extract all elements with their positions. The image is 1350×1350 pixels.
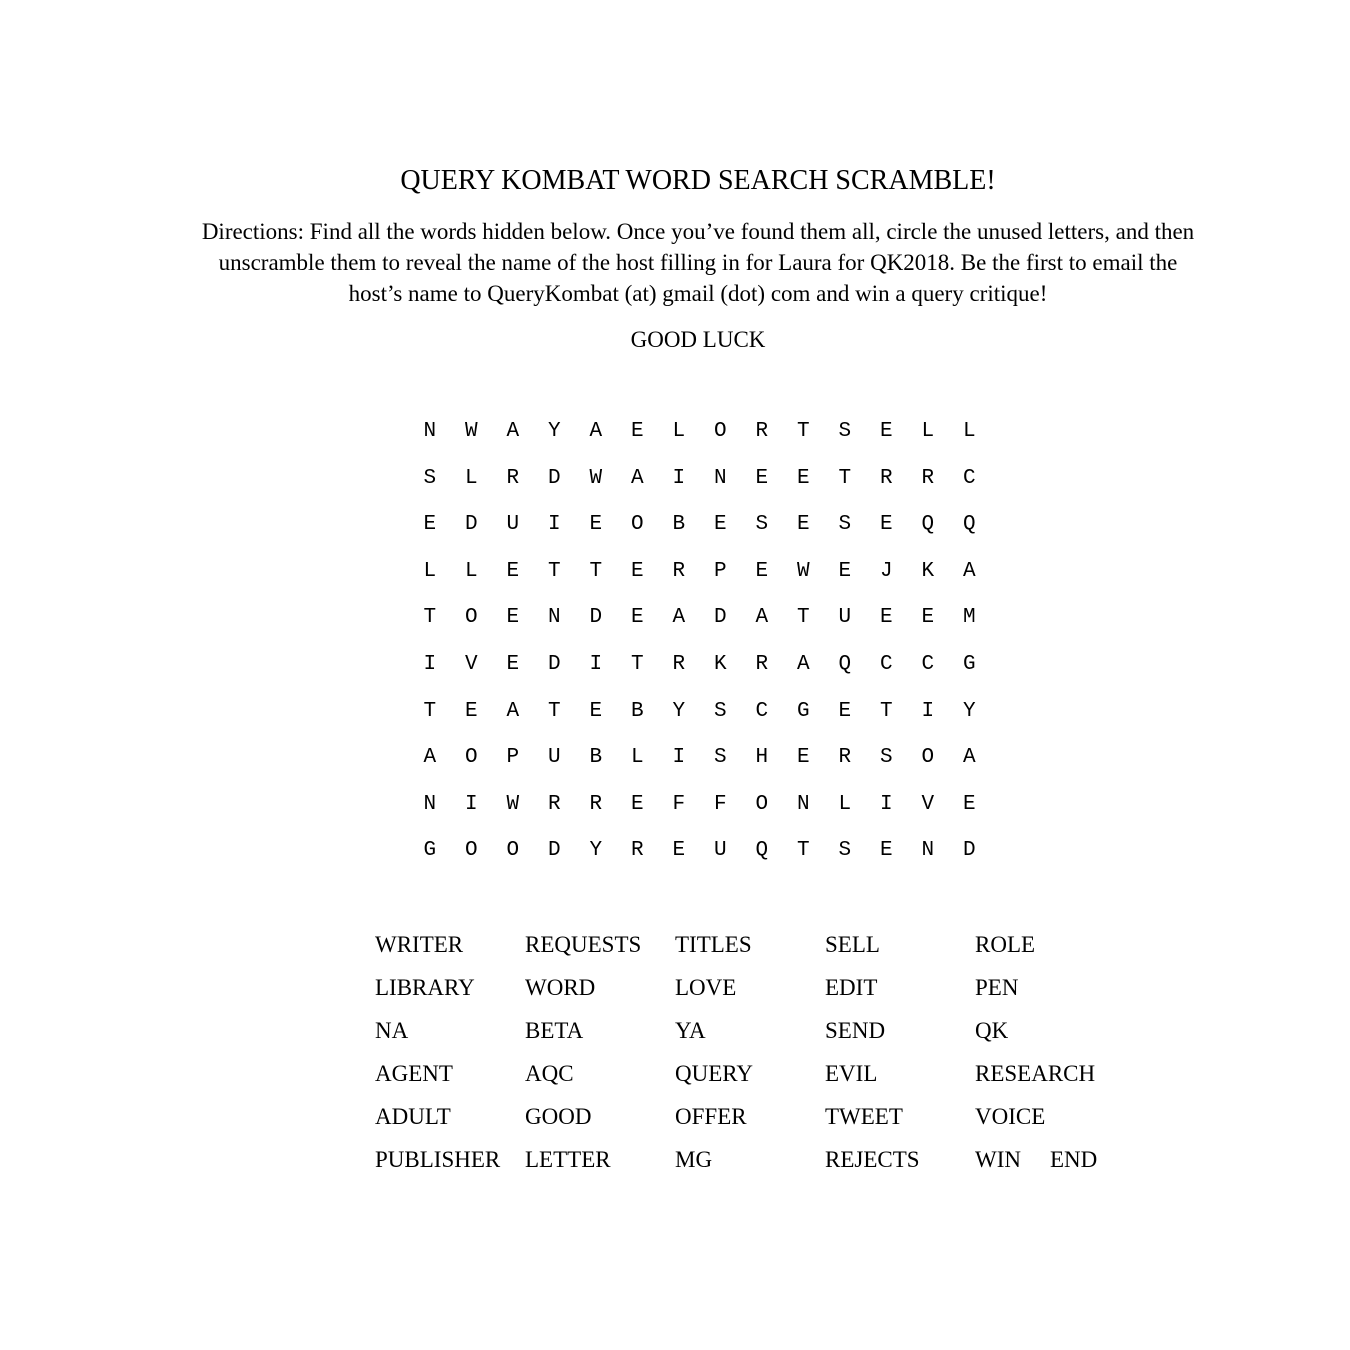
grid-letter[interactable]: I: [464, 792, 478, 816]
grid-letter[interactable]: L: [423, 559, 437, 583]
word-item: GOOD: [525, 1104, 592, 1129]
grid-letter[interactable]: U: [713, 839, 727, 863]
grid-letter[interactable]: N: [796, 792, 810, 816]
word-item: SEND: [825, 1018, 886, 1043]
grid-letter[interactable]: W: [464, 420, 478, 443]
grid-letter[interactable]: E: [796, 746, 810, 770]
directions-text: Directions: Find all the words hidden below. Once you’ve found them all, circle the unused letters, and then unscramble them to reveal the name of the host filling in for Laura for QK2018. Be the first to email the host’s name to QueryKombat (at) gmail (dot) com and win a query critique!: [201, 219, 1195, 306]
grid-letter[interactable]: Y: [672, 699, 686, 723]
grid-letter[interactable]: D: [547, 839, 561, 863]
grid-letter[interactable]: T: [547, 559, 561, 583]
grid-letter[interactable]: U: [547, 746, 561, 770]
word-item: YA: [675, 1018, 706, 1043]
grid-letter[interactable]: E: [464, 699, 478, 723]
grid-letter[interactable]: D: [464, 513, 478, 537]
grid-letter[interactable]: Q: [755, 839, 769, 863]
grid-letter[interactable]: E: [879, 513, 893, 537]
grid-row: [409, 557, 990, 604]
grid-row: [409, 603, 990, 650]
grid-letter[interactable]: D: [547, 466, 561, 490]
grid-letter[interactable]: T: [796, 420, 810, 443]
grid-letter[interactable]: E: [506, 606, 520, 630]
word-item: TITLES: [675, 932, 752, 957]
grid-letter[interactable]: W: [589, 466, 603, 490]
word-item: END: [1050, 1147, 1098, 1172]
grid-letter[interactable]: E: [879, 606, 893, 630]
grid-letter[interactable]: A: [589, 420, 603, 443]
grid-letter[interactable]: Q: [921, 513, 935, 537]
grid-letter[interactable]: A: [962, 559, 976, 583]
grid-letter[interactable]: W: [796, 559, 810, 583]
grid-letter[interactable]: A: [755, 606, 769, 630]
grid-letter[interactable]: O: [464, 606, 478, 630]
grid-letter[interactable]: G: [962, 652, 976, 676]
grid-letter[interactable]: L: [838, 792, 852, 816]
grid-letter[interactable]: T: [589, 559, 603, 583]
word-item: AQC: [525, 1061, 574, 1086]
grid-letter[interactable]: B: [672, 513, 686, 537]
grid-letter[interactable]: E: [589, 699, 603, 723]
grid-letter[interactable]: S: [838, 839, 852, 863]
word-item: QUERY: [675, 1061, 753, 1086]
grid-letter[interactable]: K: [713, 652, 727, 676]
grid-letter[interactable]: G: [796, 699, 810, 723]
grid-letter[interactable]: O: [630, 513, 644, 537]
grid-letter[interactable]: A: [796, 652, 810, 676]
grid-letter[interactable]: T: [796, 606, 810, 630]
grid-row: [409, 510, 990, 557]
grid-letter[interactable]: B: [630, 699, 644, 723]
grid-letter[interactable]: E: [423, 513, 437, 537]
grid-letter[interactable]: R: [755, 652, 769, 676]
grid-letter[interactable]: F: [713, 792, 727, 816]
grid-letter[interactable]: E: [755, 559, 769, 583]
grid-letter[interactable]: I: [423, 652, 437, 676]
grid-letter[interactable]: K: [921, 559, 935, 583]
grid-letter[interactable]: V: [464, 652, 478, 676]
word-item: AGENT: [375, 1061, 453, 1086]
grid-letter[interactable]: S: [755, 513, 769, 537]
grid-row: [409, 417, 990, 464]
word-item: OFFER: [675, 1104, 747, 1129]
grid-letter[interactable]: W: [506, 792, 520, 816]
word-item: ADULT: [375, 1104, 451, 1129]
grid-letter[interactable]: E: [921, 606, 935, 630]
grid-letter[interactable]: O: [506, 839, 520, 863]
grid-letter[interactable]: S: [838, 420, 852, 443]
grid-letter[interactable]: I: [921, 699, 935, 723]
word-item: MG: [675, 1147, 713, 1172]
grid-letter[interactable]: R: [506, 466, 520, 490]
grid-letter[interactable]: T: [879, 699, 893, 723]
grid-letter[interactable]: E: [755, 466, 769, 490]
grid-letter[interactable]: V: [921, 792, 935, 816]
grid-row: [409, 836, 990, 883]
word-item: LETTER: [525, 1147, 611, 1172]
grid-letter[interactable]: B: [589, 746, 603, 770]
grid-letter[interactable]: R: [838, 746, 852, 770]
grid-letter[interactable]: S: [713, 699, 727, 723]
grid-row: [409, 464, 990, 511]
grid-letter[interactable]: I: [589, 652, 603, 676]
grid-letter[interactable]: O: [921, 746, 935, 770]
grid-letter[interactable]: E: [672, 839, 686, 863]
word-item: NA: [375, 1018, 409, 1043]
word-item: RESEARCH: [975, 1061, 1096, 1086]
grid-letter[interactable]: I: [672, 746, 686, 770]
grid-letter[interactable]: A: [962, 746, 976, 770]
grid-letter[interactable]: R: [672, 559, 686, 583]
grid-letter[interactable]: H: [755, 746, 769, 770]
grid-letter[interactable]: O: [755, 792, 769, 816]
grid-letter[interactable]: F: [672, 792, 686, 816]
grid-letter[interactable]: L: [464, 559, 478, 583]
grid-row: [409, 697, 990, 744]
grid-letter[interactable]: R: [630, 839, 644, 863]
grid-letter[interactable]: E: [838, 699, 852, 723]
word-item: ROLE: [975, 932, 1036, 957]
grid-letter[interactable]: L: [962, 420, 976, 443]
grid-letter[interactable]: E: [630, 606, 644, 630]
grid-letter[interactable]: R: [672, 652, 686, 676]
grid-letter[interactable]: N: [423, 420, 437, 443]
grid-letter[interactable]: E: [962, 792, 976, 816]
grid-letter[interactable]: E: [589, 513, 603, 537]
grid-letter[interactable]: L: [921, 420, 935, 443]
grid-letter[interactable]: D: [589, 606, 603, 630]
good-luck-text: GOOD LUCK: [630, 327, 766, 352]
word-item: REJECTS: [825, 1147, 920, 1172]
grid-letter[interactable]: I: [672, 466, 686, 490]
grid-letter[interactable]: S: [838, 513, 852, 537]
grid-letter[interactable]: R: [755, 420, 769, 443]
word-item: EVIL: [825, 1061, 878, 1086]
grid-letter[interactable]: Q: [962, 513, 976, 537]
word-item: EDIT: [825, 975, 878, 1000]
page-title: QUERY KOMBAT WORD SEARCH SCRAMBLE!: [400, 165, 996, 196]
grid-letter[interactable]: E: [630, 420, 644, 443]
grid-letter[interactable]: I: [547, 513, 561, 537]
grid-letter[interactable]: P: [506, 746, 520, 770]
grid-letter[interactable]: M: [962, 606, 976, 630]
grid-letter[interactable]: O: [464, 839, 478, 863]
grid-letter[interactable]: E: [506, 652, 520, 676]
letter-grid: [409, 417, 990, 883]
grid-letter[interactable]: S: [423, 466, 437, 490]
grid-letter[interactable]: E: [630, 792, 644, 816]
word-item: WRITER: [375, 932, 464, 957]
word-item: SELL: [825, 932, 880, 957]
grid-row: [409, 650, 990, 697]
word-item: LOVE: [675, 975, 737, 1000]
grid-letter[interactable]: E: [879, 420, 893, 443]
grid-letter[interactable]: O: [464, 746, 478, 770]
grid-letter[interactable]: D: [713, 606, 727, 630]
grid-letter[interactable]: A: [506, 420, 520, 443]
grid-letter[interactable]: C: [879, 652, 893, 676]
grid-letter[interactable]: C: [962, 466, 976, 490]
grid-letter[interactable]: T: [630, 652, 644, 676]
grid-letter[interactable]: N: [921, 839, 935, 863]
grid-row: [409, 743, 990, 790]
grid-letter[interactable]: N: [713, 466, 727, 490]
grid-letter[interactable]: U: [506, 513, 520, 537]
grid-letter[interactable]: T: [423, 606, 437, 630]
grid-letter[interactable]: C: [921, 652, 935, 676]
grid-letter[interactable]: A: [506, 699, 520, 723]
grid-letter[interactable]: R: [589, 792, 603, 816]
grid-letter[interactable]: A: [672, 606, 686, 630]
grid-letter[interactable]: T: [796, 839, 810, 863]
grid-letter[interactable]: C: [755, 699, 769, 723]
grid-letter[interactable]: D: [547, 652, 561, 676]
grid-letter[interactable]: E: [796, 466, 810, 490]
word-item: LIBRARY: [375, 975, 475, 1000]
grid-letter[interactable]: L: [464, 466, 478, 490]
grid-letter[interactable]: E: [713, 513, 727, 537]
grid-letter[interactable]: T: [547, 699, 561, 723]
grid-letter[interactable]: T: [838, 466, 852, 490]
grid-letter[interactable]: A: [630, 466, 644, 490]
word-item: PEN: [975, 975, 1019, 1000]
word-item: WORD: [525, 975, 596, 1000]
grid-letter[interactable]: E: [879, 839, 893, 863]
grid-letter[interactable]: D: [962, 839, 976, 863]
grid-letter[interactable]: R: [547, 792, 561, 816]
grid-letter[interactable]: L: [630, 746, 644, 770]
grid-letter[interactable]: P: [713, 559, 727, 583]
grid-letter[interactable]: E: [796, 513, 810, 537]
grid-letter[interactable]: E: [630, 559, 644, 583]
grid-row: [409, 790, 990, 837]
grid-letter[interactable]: A: [423, 746, 437, 770]
grid-letter[interactable]: E: [838, 559, 852, 583]
grid-letter[interactable]: G: [423, 839, 437, 863]
grid-letter[interactable]: Y: [589, 839, 603, 863]
grid-letter[interactable]: O: [713, 420, 727, 443]
grid-letter[interactable]: R: [879, 466, 893, 490]
grid-letter[interactable]: L: [672, 420, 686, 443]
word-item: QK: [975, 1018, 1009, 1043]
word-item: TWEET: [825, 1104, 903, 1129]
word-item: VOICE: [975, 1104, 1046, 1129]
grid-letter[interactable]: N: [423, 792, 437, 816]
word-item: WIN: [975, 1147, 1021, 1172]
word-item: PUBLISHER: [375, 1147, 501, 1172]
grid-letter[interactable]: R: [921, 466, 935, 490]
grid-letter[interactable]: I: [879, 792, 893, 816]
word-item: BETA: [525, 1018, 584, 1043]
grid-letter[interactable]: S: [713, 746, 727, 770]
grid-letter[interactable]: S: [879, 746, 893, 770]
grid-letter[interactable]: J: [879, 559, 893, 583]
grid-letter[interactable]: Y: [547, 420, 561, 443]
grid-letter[interactable]: U: [838, 606, 852, 630]
word-item: REQUESTS: [525, 932, 642, 957]
grid-letter[interactable]: Q: [838, 652, 852, 676]
grid-letter[interactable]: Y: [962, 699, 976, 723]
grid-letter[interactable]: N: [547, 606, 561, 630]
grid-letter[interactable]: E: [506, 559, 520, 583]
grid-letter[interactable]: T: [423, 699, 437, 723]
